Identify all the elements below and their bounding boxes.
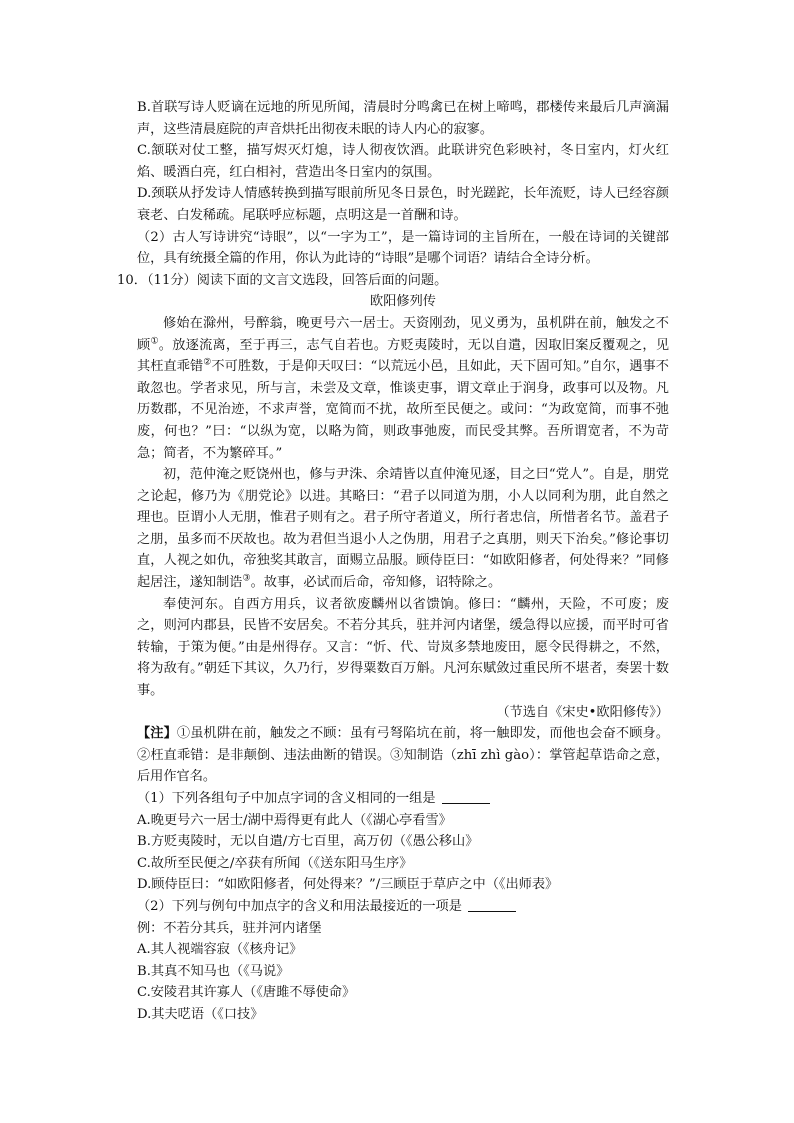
para2-part-a: 初，范仲淹之贬饶州也，修与尹洙、余靖皆以直仲淹见逐，目之曰“党人”。自是，朋党之论起，修乃为《朋党论》以进。其略曰：“君子以同道为朋，小人以同利为朋，此自然之理也。臣谓小人无朋，惟君子则有之。君子所守者道义，所行者忠信，所惜者名节。盖君子之朋，虽多而不厌故也。故为君但当退小人之伪朋，用君子之真朋，则天下治矣。”修论事切直，人视之如仇，帝独奖其敢言，面赐立品服。顾侍臣曰：“如欧阳修者，何处得来？”同修起居注，遂知制诰 bbox=[137, 467, 669, 591]
sub-question-1-option-c: C.故所至民便之/卒获有所闻（《送东阳马生序》 bbox=[137, 855, 413, 871]
passage-paragraph-3: 奉使河东。自西方用兵，议者欲废麟州以省馈饷。修曰：“麟州，天险，不可废；废之，则河内郡县，民皆不安居矣。不若分其兵，驻并河内诸堡，缓急得以应援，而平时可省转输，于策为便。”由是州得存。又言：“忻、代、岢岚多禁地废田，愿令民得耕之，不然，将为敌有。”朝廷下其议，久乃行，岁得粟数百万斛。凡河东赋敛过重民所不堪者，奏罢十数事。 bbox=[137, 596, 669, 699]
passage-paragraph-2 bbox=[137, 464, 669, 594]
para1-part-c: 不可胜数，于是仰天叹曰：“以荒远小邑，且如此，天下固可知。”自尔，遇事不敢忽也。学者求见，所与言，未尝及文章，惟谈吏事，谓文章止于润身，政事可以及物。凡历数郡，不见治迹，不求声誉，宽简而不扰，故所至民便之。或问：“为政宽简，而事不弛废，何也？”曰：“以纵为宽，以略为简，则政事弛废，而民受其弊。吾所谓宽者，不为苛急；简者，不为繁碎耳。” bbox=[137, 359, 669, 461]
answer-blank-1 bbox=[442, 789, 490, 804]
sub-question-1-option-d: D.顾侍臣曰：“如欧阳修者，何处得来？”/三顾臣于草庐之中（《出师表》 bbox=[137, 877, 559, 893]
sub-question-2-option-b: B.其真不知马也（《马说》 bbox=[137, 963, 290, 979]
note-ref-2: ② bbox=[203, 357, 212, 368]
option-c: C.颔联对仗工整，描写烬灭灯熄，诗人彻夜饮酒。此联讲究色彩映衬，冬日室内，灯火红焰、暖酒白亮，红白相衬，营造出冬日室内的氛围。 bbox=[137, 143, 669, 180]
question-9-2: （2）古人写诗讲究“诗眼”，以“一字为工”，是一篇诗词的主旨所在，一般在诗词的关键部位，具有统摄全篇的作用，你认为此诗的“诗眼”是哪个词语？请结合全诗分析。 bbox=[137, 229, 669, 267]
para1-part-a: 修始在滁州，号醉翁，晚更号六一居士。天资刚劲，见义勇为，虽机阱在前，触发之不顾 bbox=[137, 315, 669, 353]
option-b: B.首联写诗人贬谪在远地的所见所闻，清晨时分鸣禽已在树上啼鸣，郡楼传来最后几声滴漏声，这些清晨庭院的声音烘托出彻夜未眠的诗人内心的寂寥。 bbox=[137, 100, 669, 137]
para1-part-b: 。放逐流离，至于再三，志气自若也。方贬夷陵时，无以自遣，因取旧案反覆观之，见其枉直乖错 bbox=[137, 337, 670, 375]
sub-question-2-option-c: C.安陵君其许寡人（《唐雎不辱使命》 bbox=[137, 985, 356, 1001]
passage-title: 欧阳修列传 bbox=[370, 294, 436, 310]
sub-question-2-text: （2）下列与例句中加点字的含义和用法最接近的一项是 bbox=[137, 898, 462, 914]
sub-question-2 bbox=[137, 896, 669, 918]
notes bbox=[137, 723, 669, 788]
question-10-heading: 10．（11分）阅读下面的文言文选段，回答后面的问题。 bbox=[117, 272, 448, 288]
sub-question-2-example: 例：不若分其兵，驻并河内诸堡 bbox=[137, 920, 322, 936]
sub-question-2-option-a: A.其人视端容寂（《核舟记》 bbox=[137, 942, 303, 958]
note-text: ①虽机阱在前，触发之不顾：虽有弓弩陷坑在前，将一触即发，而他也会奋不顾身。②枉直乖错：是非颠倒、违法曲断的错误。③知制诰（zhī zhì gào）：掌管起草诰命之意，后用作官名。 bbox=[137, 726, 670, 785]
sub-question-1-option-a: A.晚更号六一居士/湖中焉得更有此人（《湖心亭看雪》 bbox=[137, 812, 452, 828]
option-d: D.颈联从抒发诗人情感转换到描写眼前所见冬日景色，时光蹉跎，长年流贬，诗人已经容颜衰老、白发稀疏。尾联呼应标题，点明这是一首酬和诗。 bbox=[137, 186, 669, 223]
para2-part-b: 。故事，必试而后命，帝知修，诏特除之。 bbox=[250, 575, 502, 591]
sub-question-1-option-b: B.方贬夷陵时，无以自遣/方七百里，高万仞（《愚公移山》 bbox=[137, 834, 479, 850]
note-ref-3: ③ bbox=[242, 573, 251, 584]
answer-blank-2 bbox=[468, 897, 516, 912]
sub-question-2-option-d: D.其夫呓语（《口技》 bbox=[137, 1006, 264, 1022]
note-ref-1: ① bbox=[150, 336, 159, 347]
page-content bbox=[117, 97, 670, 1026]
note-tag: 【注】 bbox=[137, 726, 177, 742]
sub-question-1 bbox=[137, 788, 669, 810]
sub-question-1-text: （1）下列各组句子中加点字词的含义相同的一组是 bbox=[137, 791, 436, 806]
passage-paragraph-1 bbox=[137, 313, 669, 464]
passage-source: （节选自《宋史•欧阳修传》） bbox=[496, 704, 669, 720]
